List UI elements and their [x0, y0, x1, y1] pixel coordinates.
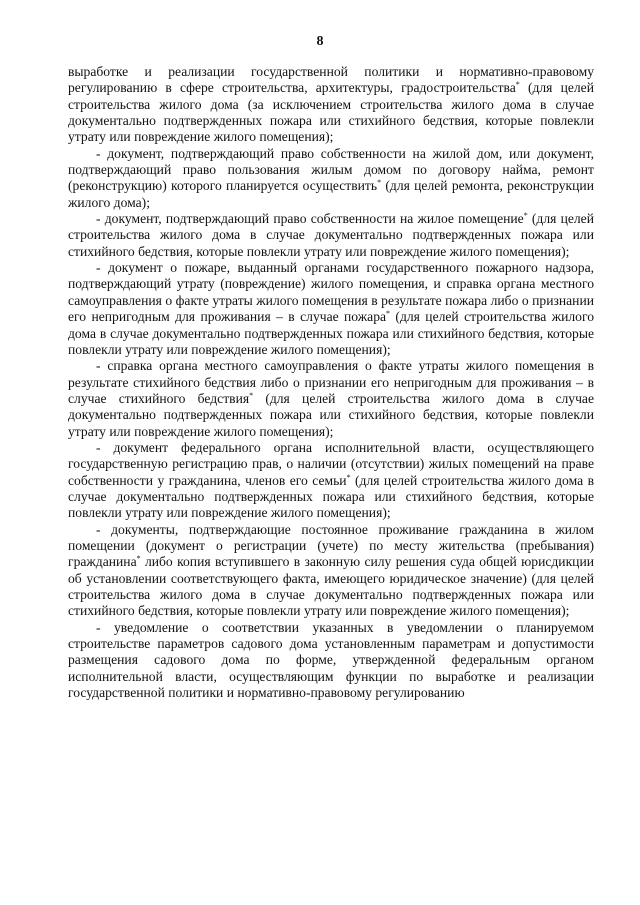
paragraph-5	[68, 358, 594, 440]
paragraph-2	[68, 146, 594, 211]
page-number: 8	[316, 34, 324, 49]
paragraph-8	[68, 620, 594, 702]
paragraph-6-text: - документ федерального органа исполнительной власти, осуществляющего государственную регистрацию прав, о наличии (отсутствии) жилых помещений на праве собственности у гражданина, членов его семьи	[68, 439, 594, 488]
paragraph-7-text: - документы, подтверждающие постоянное проживание гражданина в жилом помещении (документ о регистрации (учете) по месту жительства (пребывания) гражданина	[68, 521, 594, 570]
paragraph-1-text: выработке и реализации государственной политики и нормативно-правовому регулированию в сфере строительства, архитектуры, градостроительства	[68, 64, 594, 96]
paragraph-3	[68, 211, 594, 260]
paragraph-4-text: - документ о пожаре, выданный органами государственного пожарного надзора, подтверждающий утрату (повреждение) жилого помещения, и справка органа местного самоуправления о факте утраты жилого помещения в результате пожара либо о признании его непригодным для проживания – в случае пожара	[68, 260, 594, 325]
footnote-marker: *	[523, 211, 528, 221]
footnote-marker: *	[377, 178, 382, 188]
paragraph-5-text-cont: (для целей строительства жилого дома в случае документально подтвержденных пожара или стихийного бедствия, которые повлекли утрату или повреждение жилого помещения);	[68, 390, 594, 439]
paragraph-7-text-cont: либо копия вступившего в законную силу решения суда общей юрисдикции об установлении соответствующего факта, имеющего юридическое значение) (для целей строительства жилого дома в случае документально подтвержденных пожара или стихийного бедствия, которые повлекли утрату или повреждение жилого помещения);	[68, 554, 594, 619]
paragraph-7	[68, 522, 594, 620]
paragraph-3-text-cont: (для целей строительства жилого дома в случае документально подтвержденных пожара или стихийного бедствия, которые повлекли утрату или повреждение жилого помещения);	[68, 211, 594, 259]
paragraph-1	[68, 64, 594, 146]
footnote-marker: *	[386, 309, 391, 319]
paragraph-6	[68, 440, 594, 522]
footnote-marker: *	[346, 472, 351, 482]
footnote-marker: *	[249, 390, 254, 400]
paragraph-5-text: - справка органа местного самоуправления о факте утраты жилого помещения в результате стихийного бедствия либо о признании его непригодным для проживания – в случае стихийного бедствия	[68, 358, 594, 406]
document-body	[68, 64, 594, 701]
paragraph-6-text-cont: (для целей строительства жилого дома в случае документально подтвержденных пожара или стихийного бедствия, которые повлекли утрату или повреждение жилого помещения);	[68, 472, 594, 521]
paragraph-2-text-cont: (для целей ремонта, реконструкции жилого дома);	[68, 178, 594, 210]
footnote-marker: *	[515, 80, 520, 90]
paragraph-2-text: - документ, подтверждающий право собственности на жилой дом, или документ, подтверждающий право пользования жилым домом по договору найма, ремонт (реконструкцию) которого планируется осуществить	[68, 145, 594, 194]
footnote-marker: *	[136, 554, 141, 564]
paragraph-3-text: - документ, подтверждающий право собственности на жилое помещение	[96, 211, 524, 227]
paragraph-4	[68, 260, 594, 358]
paragraph-8-text: - уведомление о соответствии указанных в уведомлении о планируемом строительстве параметров садового дома установленным параметрам и допустимости размещения садового дома по форме, утвержденной федеральным органом исполнительной власти, осуществляющим функции по выработке и реализации государственной политики и нормативно-правовому регулированию	[68, 619, 594, 701]
paragraph-4-text-cont: (для целей строительства жилого дома в случае документально подтвержденных пожара или стихийного бедствия, которые повлекли утрату или повреждение жилого помещения);	[68, 309, 594, 357]
paragraph-1-text-cont: (для целей строительства жилого дома (за исключением строительства жилого дома в случае документально подтвержденных пожара или стихийного бедствия, которые повлекли утрату или повреждение жилого помещения);	[68, 80, 594, 145]
